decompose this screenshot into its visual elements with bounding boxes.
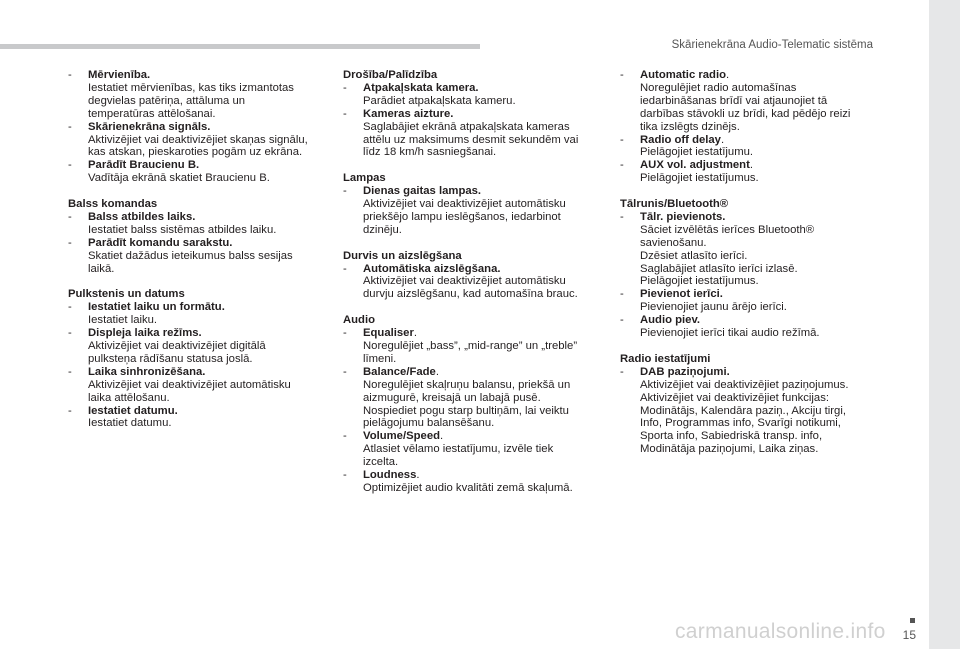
item-title: Volume/Speed.	[363, 430, 444, 443]
item-title	[363, 263, 613, 276]
item-title-text: Dienas gaitas lampas.	[363, 185, 482, 198]
item-title	[363, 82, 613, 95]
item-description-line: Vadītāja ekrānā skatiet Braucienu B.	[88, 172, 270, 185]
item-description-line: Aktivizējiet vai deaktivizējiet digitālā	[88, 340, 266, 352]
list-item	[620, 69, 900, 134]
item-title	[640, 288, 900, 301]
bullet-dash: -	[620, 314, 624, 327]
item-title-text: Tālr. pievienots.	[640, 210, 726, 223]
list-item	[343, 430, 613, 469]
section	[620, 353, 900, 456]
list-item	[343, 185, 613, 237]
bullet-dash: -	[620, 133, 624, 146]
section-heading: Tālrunis/Bluetooth®	[620, 198, 729, 211]
item-title	[363, 185, 613, 198]
item-title	[88, 121, 338, 134]
item-description-line: Saglabājiet atlasīto ierīci izlasē.	[640, 262, 798, 275]
item-title-text: Equaliser	[363, 327, 414, 340]
header-title: Skārienekrāna Audio-Telematic sistēma	[671, 39, 873, 51]
bullet-dash: -	[620, 210, 624, 223]
item-description-line: Nospiediet pogu starp bultiņām, lai veiktu	[363, 404, 569, 417]
item-description-line: Modinātāja paziņojumi, Laika ziņas.	[640, 443, 819, 456]
section-heading: Radio iestatījumi	[620, 352, 711, 365]
item-title	[88, 327, 338, 340]
item-description-line: Aktivizējiet vai deaktivizējiet automātisku	[363, 275, 566, 288]
item-description-line: Optimizējiet audio kvalitāti zemā skaļumā.	[363, 481, 573, 494]
item-description-line: Noregulējiet skaļruņu balansu, priekšā un	[363, 378, 571, 391]
item-title: Equaliser.	[363, 327, 417, 340]
item-description-line: Pielāgojiet iestatījumus.	[640, 172, 759, 185]
section	[343, 250, 613, 302]
item-description-line: Sāciet izvēlētās ierīces Bluetooth®	[640, 223, 815, 236]
list-item	[68, 69, 338, 121]
item-title-text: Automātiska aizslēgšana.	[363, 262, 501, 275]
item-title-text: Parādīt Braucienu B.	[88, 159, 200, 172]
item-title	[88, 237, 338, 250]
item-title: Radio off delay.	[640, 133, 725, 146]
item-description-line: Saglabājiet ekrānā atpakaļskata kameras	[363, 120, 570, 133]
bullet-dash: -	[620, 69, 624, 81]
list-item	[620, 134, 900, 160]
item-title	[640, 211, 900, 224]
bullet-dash: -	[620, 288, 624, 301]
bullet-dash: -	[343, 107, 347, 120]
bullet-dash: -	[343, 81, 347, 94]
watermark: carmanualsonline.info	[675, 620, 886, 643]
item-title: AUX vol. adjustment.	[640, 159, 753, 172]
item-description-line: Sporta info, Sabiedriskā transp. info,	[640, 430, 823, 443]
item-description-line: degvielas patēriņa, attāluma un	[88, 94, 246, 107]
item-title	[363, 108, 613, 121]
item-description-line: attēlu uz maksimums desmit sekundēm vai	[363, 133, 579, 146]
item-description-line: līmeni.	[363, 352, 397, 365]
section-heading: Drošība/Palīdzība	[343, 69, 438, 81]
item-description-line: Modinātājs, Kalendāra paziņ., Akciju tirgi,	[640, 404, 846, 417]
item-title-text: Displeja laika režīms.	[88, 327, 202, 340]
section	[343, 314, 613, 495]
item-description-line: Aktivizējiet vai deaktivizējiet paziņojumus.	[640, 378, 849, 391]
item-title-text: Mērvienība.	[88, 69, 151, 81]
item-description-line: durvju aizslēgšanu, kad automašīna brauc.	[363, 288, 578, 301]
item-description-line: Pievienojiet ierīci tikai audio režīmā.	[640, 327, 820, 340]
bullet-dash: -	[68, 365, 72, 378]
item-description-line: darbības stāvokli uz brīdi, kad pēdējo reizi	[640, 107, 851, 120]
list-item	[68, 237, 338, 276]
item-description-line: temperatūras attēlošanai.	[88, 107, 216, 120]
list-item	[68, 211, 338, 237]
section-heading: Pulkstenis un datums	[68, 288, 185, 301]
list-item	[620, 288, 900, 314]
item-description-line: laikā.	[88, 262, 115, 275]
item-title-text: AUX vol. adjustment	[640, 159, 750, 172]
item-description-line: Iestatiet laiku.	[88, 314, 158, 327]
bullet-dash: -	[343, 365, 347, 378]
header-bar	[0, 44, 480, 49]
item-description-line: Iestatiet balss sistēmas atbildes laiku.	[88, 223, 277, 236]
item-description-line: savienošanu.	[640, 236, 707, 249]
list-item	[68, 366, 338, 405]
item-title-text: Loudness	[363, 469, 417, 482]
item-title	[88, 159, 338, 172]
item-title	[88, 405, 338, 418]
item-description-line: aizmugurē, kreisajā un labajā pusē.	[363, 391, 541, 404]
item-description-line: laika attēlošanu.	[88, 391, 170, 404]
item-description-line: Parādiet atpakaļskata kameru.	[363, 94, 516, 107]
list-item	[68, 121, 338, 160]
bullet-dash: -	[68, 159, 72, 172]
item-description-line: Pielāgojiet iestatījumu.	[640, 146, 754, 159]
item-description-line: dzinēju.	[363, 223, 402, 236]
bullet-dash: -	[68, 301, 72, 314]
item-description-line: tika izslēgts dzinējs.	[640, 120, 740, 133]
section-heading: Balss komandas	[68, 198, 158, 211]
bullet-dash: -	[68, 69, 72, 81]
item-title-text: Radio off delay	[640, 133, 721, 146]
item-description-line: izcelta.	[363, 456, 399, 469]
section	[68, 288, 338, 430]
bullet-dash: -	[620, 159, 624, 172]
item-description-line: Atlasiet vēlamo iestatījumu, izvēle tiek	[363, 443, 554, 456]
item-title-text: Audio piev.	[640, 314, 701, 327]
list-item	[68, 327, 338, 366]
item-description-line: līdz 18 km/h sasniegšanai.	[363, 146, 497, 159]
item-description-line: kas atskan, pieskaroties pogām uz ekrāna.	[88, 146, 303, 159]
item-description-line: Aktivizējiet vai deaktivizējiet automātisku	[363, 198, 566, 211]
item-description-line: pulksteņa rādīšanu statusa joslā.	[88, 352, 253, 365]
item-title-text: Iestatiet datumu.	[88, 404, 178, 417]
item-description-line: Iestatiet datumu.	[88, 417, 172, 430]
list-item	[343, 366, 613, 431]
item-title-text: Balance/Fade	[363, 365, 436, 378]
bullet-dash: -	[343, 262, 347, 275]
list-item	[343, 108, 613, 160]
side-strip	[929, 0, 960, 649]
item-description-line: Aktivizējiet vai deaktivizējiet automātisku	[88, 378, 291, 391]
item-title: Automatic radio.	[640, 69, 730, 81]
list-item	[620, 211, 900, 288]
bullet-dash: -	[68, 404, 72, 417]
column-3	[620, 69, 900, 469]
list-item	[620, 366, 900, 456]
item-title-text: Laika sinhronizēšana.	[88, 365, 206, 378]
section	[68, 198, 338, 275]
item-title	[640, 366, 900, 379]
item-description-line: Noregulējiet radio automašīnas	[640, 81, 797, 94]
item-description-line: Dzēsiet atlasīto ierīci.	[640, 249, 748, 262]
item-title: Loudness.	[363, 469, 420, 482]
item-title-text: DAB paziņojumi.	[640, 365, 730, 378]
item-description-line: priekšējo lampu ieslēgšanos, iedarbinot	[363, 210, 561, 223]
list-item	[68, 405, 338, 431]
item-title-text: Parādīt komandu sarakstu.	[88, 236, 233, 249]
page-number: 15	[902, 628, 916, 642]
section	[620, 69, 900, 185]
bullet-dash: -	[343, 185, 347, 198]
bullet-dash: -	[343, 327, 347, 340]
bullet-dash: -	[343, 430, 347, 443]
list-item	[68, 159, 338, 185]
item-description-line: Noregulējiet „bass”, „mid-range” un „treble”	[363, 339, 578, 352]
item-description-line: Iestatiet mērvienības, kas tiks izmantotas	[88, 81, 294, 94]
item-description-line: Info, Programmas info, Svarīgi notikumi,	[640, 417, 841, 430]
bullet-dash: -	[68, 236, 72, 249]
list-item	[343, 469, 613, 495]
bullet-dash: -	[343, 469, 347, 482]
item-title-text: Balss atbildes laiks.	[88, 210, 196, 223]
list-item	[620, 159, 900, 185]
item-title-text: Atpakaļskata kamera.	[363, 81, 479, 94]
item-description-line: pielāgojumu balansēšanu.	[363, 417, 495, 430]
list-item	[343, 327, 613, 366]
item-title-text: Iestatiet laiku un formātu.	[88, 301, 225, 314]
item-title	[640, 314, 900, 327]
item-title	[88, 69, 338, 82]
section	[620, 198, 900, 340]
column-1	[68, 69, 338, 443]
bullet-dash: -	[68, 327, 72, 340]
list-item	[343, 263, 613, 302]
item-description-line: Aktivizējiet vai deaktivizējiet funkcijas:	[640, 391, 829, 404]
bullet-dash: -	[68, 120, 72, 133]
section-heading: Durvis un aizslēgšana	[343, 249, 462, 262]
list-item	[620, 314, 900, 340]
section-heading: Lampas	[343, 172, 386, 185]
item-title-text: Pievienot ierīci.	[640, 288, 723, 301]
item-description-line: Aktivizējiet vai deaktivizējiet skaņas signālu,	[88, 133, 308, 146]
list-item	[343, 82, 613, 108]
item-title	[88, 211, 338, 224]
item-title: Balance/Fade.	[363, 365, 439, 378]
section	[343, 69, 613, 159]
section-heading: Audio	[343, 314, 375, 327]
bullet-dash: -	[620, 365, 624, 378]
section	[68, 69, 338, 185]
section	[343, 172, 613, 237]
item-title	[88, 366, 338, 379]
item-description-line: Skatiet dažādus ieteikumus balss sesijas	[88, 249, 293, 262]
item-title-text: Volume/Speed	[363, 430, 441, 443]
item-description-line: Pielāgojiet iestatījumus.	[640, 275, 759, 288]
column-2	[343, 69, 613, 508]
item-description-line: Pievienojiet jaunu ārējo ierīci.	[640, 301, 787, 314]
item-title-text: Automatic radio	[640, 69, 726, 81]
item-title-text: Skārienekrāna signāls.	[88, 120, 211, 133]
item-title-text: Kameras aizture.	[363, 107, 454, 120]
list-item	[68, 301, 338, 327]
bullet-dash: -	[68, 210, 72, 223]
item-description-line: iedarbināšanas brīdī vai atjaunojiet tā	[640, 94, 828, 107]
item-title	[88, 301, 338, 314]
page-marker	[910, 618, 915, 623]
